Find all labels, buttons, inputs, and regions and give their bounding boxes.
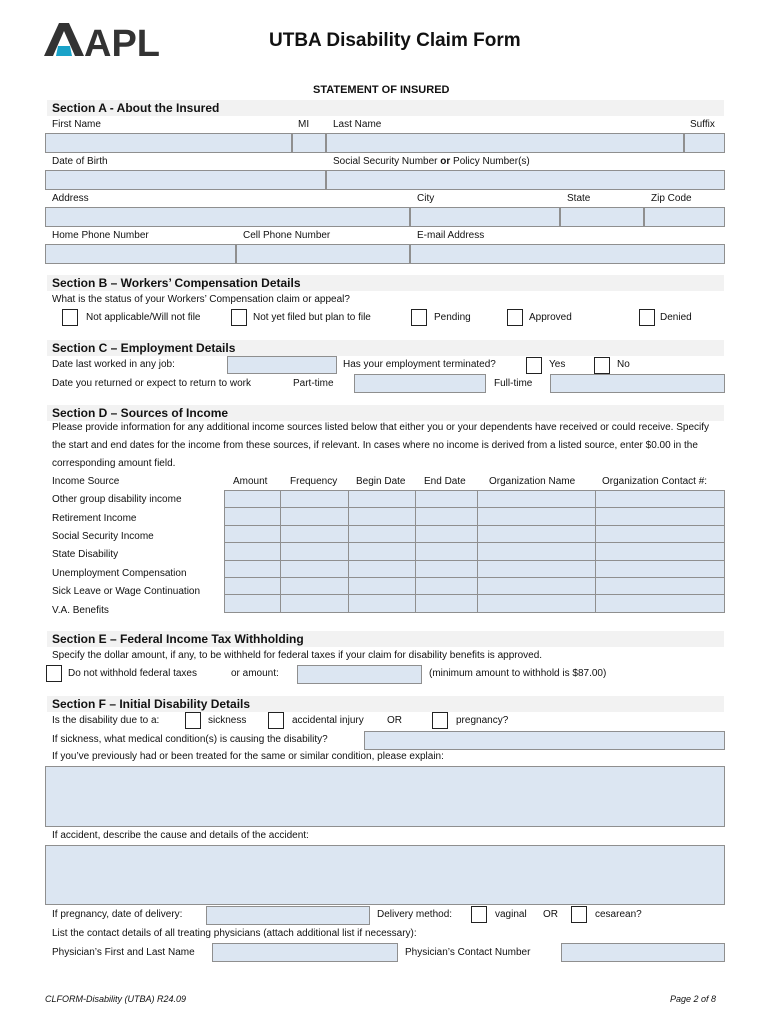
tax-instruction: Specify the dollar amount, if any, to be withheld for federal taxes if your claim for disability benefits is approved. [52, 650, 543, 661]
page-number: Page 2 of 8 [670, 994, 717, 1004]
minimum-note: (minimum amount to withhold is $87.00) [429, 668, 607, 679]
or-amount-label: or amount: [231, 668, 279, 679]
pregnancy-checkbox[interactable] [432, 712, 448, 729]
previous-condition-textarea[interactable] [45, 766, 725, 827]
section-b-heading: Section B – Workers’ Compensation Details [47, 275, 724, 291]
sickness-question: If sickness, what medical condition(s) is causing the disability? [52, 734, 328, 745]
last-worked-field[interactable] [227, 356, 337, 374]
income-table [224, 490, 725, 613]
wc-question: What is the status of your Workers’ Compensation claim or appeal? [52, 294, 350, 305]
col-frequency: Frequency [290, 476, 338, 487]
section-e-heading: Section E – Federal Income Tax Withholding [47, 631, 724, 647]
dob-field[interactable] [45, 170, 326, 190]
cesarean-label: cesarean? [595, 909, 642, 920]
previous-question: If you’ve previously had or been treated for the same or similar condition, please explain: [52, 751, 444, 762]
section-c-heading: Section C – Employment Details [47, 340, 724, 356]
approved-label: Approved [529, 312, 572, 323]
not-yet-filed-checkbox[interactable] [231, 309, 247, 326]
state-label: State [567, 193, 591, 204]
denied-checkbox[interactable] [639, 309, 655, 326]
full-time-label: Full-time [494, 378, 533, 389]
delivery-method-label: Delivery method: [377, 909, 453, 920]
full-time-field[interactable] [550, 374, 725, 393]
row-label: Other group disability income [52, 494, 182, 505]
mi-label: MI [298, 119, 310, 130]
returned-label: Date you returned or expect to return to work [52, 378, 251, 389]
table-row [225, 543, 725, 560]
city-label: City [417, 193, 435, 204]
table-row [225, 577, 725, 594]
page-title: UTBA Disability Claim Form [269, 30, 521, 51]
or-label-2: OR [543, 909, 558, 920]
physician-contact-label: Physician’s Contact Number [405, 947, 531, 958]
pregnancy-label: pregnancy? [456, 715, 509, 726]
suffix-label: Suffix [690, 119, 715, 130]
withholding-amount-field[interactable] [297, 665, 422, 684]
section-a-heading: Section A - About the Insured [47, 100, 724, 116]
last-worked-label: Date last worked in any job: [52, 359, 175, 370]
accident-question: If accident, describe the cause and details of the accident: [52, 830, 309, 841]
section-f-heading: Section F – Initial Disability Details [47, 696, 724, 712]
row-label: Retirement Income [52, 513, 137, 524]
row-label: State Disability [52, 549, 119, 560]
vaginal-checkbox[interactable] [471, 906, 487, 923]
table-row [225, 560, 725, 577]
due-to-label: Is the disability due to a: [52, 715, 160, 726]
accidental-injury-label: accidental injury [292, 715, 364, 726]
physician-contact-field[interactable] [561, 943, 725, 962]
ssn-field[interactable] [326, 170, 725, 190]
accidental-injury-checkbox[interactable] [268, 712, 284, 729]
email-label: E-mail Address [417, 230, 485, 241]
last-name-label: Last Name [333, 119, 382, 130]
col-org-contact: Organization Contact #: [602, 476, 708, 487]
section-d-heading: Section D – Sources of Income [47, 405, 724, 421]
terminated-label: Has your employment terminated? [343, 359, 496, 370]
row-label: Social Security Income [52, 531, 154, 542]
zip-field[interactable] [644, 207, 725, 227]
terminated-no-checkbox[interactable] [594, 357, 610, 374]
physician-name-label: Physician’s First and Last Name [52, 947, 195, 958]
do-not-withhold-checkbox[interactable] [46, 665, 62, 682]
home-phone-field[interactable] [45, 244, 236, 264]
approved-checkbox[interactable] [507, 309, 523, 326]
delivery-date-label: If pregnancy, date of delivery: [52, 909, 183, 920]
address-field[interactable] [45, 207, 410, 227]
state-field[interactable] [560, 207, 644, 227]
part-time-label: Part-time [293, 378, 334, 389]
col-income-source: Income Source [52, 476, 120, 487]
accident-details-textarea[interactable] [45, 845, 725, 905]
physician-name-field[interactable] [212, 943, 398, 962]
not-yet-filed-label: Not yet filed but plan to file [253, 312, 371, 323]
cell-phone-label: Cell Phone Number [243, 230, 331, 241]
row-label: V.A. Benefits [52, 605, 109, 616]
sickness-label: sickness [208, 715, 247, 726]
address-label: Address [52, 193, 89, 204]
do-not-withhold-label: Do not withhold federal taxes [68, 668, 197, 679]
table-row [225, 508, 725, 525]
form-id: CLFORM-Disability (UTBA) R24.09 [45, 994, 187, 1004]
table-row [225, 525, 725, 542]
yes-label: Yes [549, 359, 566, 370]
col-end-date: End Date [424, 476, 466, 487]
pending-checkbox[interactable] [411, 309, 427, 326]
dob-label: Date of Birth [52, 156, 108, 167]
suffix-field[interactable] [684, 133, 725, 153]
sickness-checkbox[interactable] [185, 712, 201, 729]
vaginal-label: vaginal [495, 909, 527, 920]
cesarean-checkbox[interactable] [571, 906, 587, 923]
pending-label: Pending [434, 312, 471, 323]
col-amount: Amount [233, 476, 268, 487]
income-paragraph: Please provide information for any additional income sources listed below that either you or your dependents have received or could receive. Specify the start and end dates for the income from these sources, if relevant. In cases where no income is derived from a listed source, enter $0.00 in the corresponding amount field. [52, 422, 710, 469]
row-label: Sick Leave or Wage Continuation [52, 586, 201, 597]
col-org-name: Organization Name [489, 476, 576, 487]
ssn-label: Social Security Number or Policy Number(s) [333, 156, 530, 167]
part-time-field[interactable] [354, 374, 486, 393]
delivery-date-field[interactable] [206, 906, 370, 925]
mi-field[interactable] [292, 133, 326, 153]
not-applicable-checkbox[interactable] [62, 309, 78, 326]
email-field[interactable] [410, 244, 725, 264]
zip-label: Zip Code [651, 193, 692, 204]
first-name-field[interactable] [45, 133, 292, 153]
cell-phone-field[interactable] [236, 244, 410, 264]
terminated-yes-checkbox[interactable] [526, 357, 542, 374]
table-row [225, 491, 725, 508]
statement-heading: STATEMENT OF INSURED [313, 84, 450, 96]
or-label: OR [387, 715, 402, 726]
physicians-question: List the contact details of all treating physicians (attach additional list if necessary): [52, 928, 417, 939]
first-name-label: First Name [52, 119, 101, 130]
col-begin-date: Begin Date [356, 476, 406, 487]
city-field[interactable] [410, 207, 560, 227]
denied-label: Denied [660, 312, 692, 323]
apl-logo [44, 18, 160, 65]
no-label: No [617, 359, 630, 370]
row-label: Unemployment Compensation [52, 568, 187, 579]
not-applicable-label: Not applicable/Will not file [86, 312, 201, 323]
home-phone-label: Home Phone Number [52, 230, 149, 241]
table-row [225, 595, 725, 612]
last-name-field[interactable] [326, 133, 684, 153]
logo-text: APL [84, 23, 160, 65]
medical-condition-field[interactable] [364, 731, 725, 750]
